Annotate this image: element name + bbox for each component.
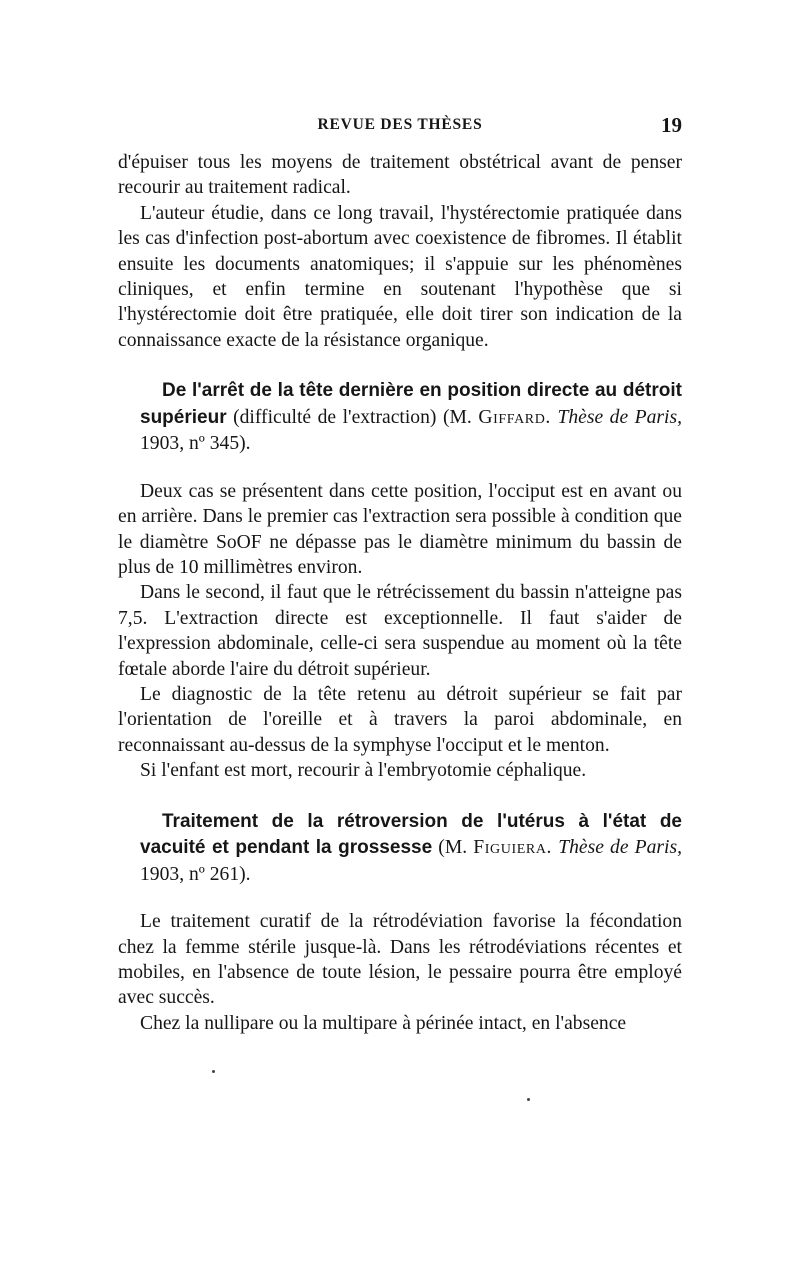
paragraph: Dans le second, il faut que le rétrécissement du bassin n'atteigne pas 7,5. L'extraction directe est exceptionnelle. Il faut s'aider de l'expression abdominale, celle-ci sera suspendue au moment où la tête fœtale aborde l'aire du détroit supérieur. [118,582,682,680]
entry-title: De l'arrêt de la tête dernière en position directe au détroit supérieur [140,380,682,428]
section-spacer [118,458,682,479]
speck [527,1098,530,1101]
paragraph: Si l'enfant est mort, recourir à l'embryotomie céphalique. [140,760,587,782]
author-name: Giffard. [478,406,551,428]
paragraph: Le traitement curatif de la rétrodéviation favorise la fécondation chez la femme stérile jusque-là. Dans les rétrodéviations récentes et mobiles, en l'absence de toute lésion, le pessaire pourra être employé avec succès. [118,911,682,1009]
page-header [118,113,682,140]
paragraph: Deux cas se présentent dans cette position, l'occiput est en avant ou en arrière. Dans le premier cas l'extraction sera possible à condition que le diamètre SoOF ne dépasse pas le diamètre minimum du bassin de plus de 10 millimètres environ. [118,480,682,578]
paragraph: d'épuiser tous les moyens de traitement obstétrical avant de penser recourir au traitement radical. [118,152,682,199]
paragraph: Chez la nullipare ou la multipare à périnée intact, en l'absence [140,1012,627,1034]
thesis-source: Thèse de Paris, [558,837,683,859]
entry-subtitle: (difficulté de l'extraction) [233,406,437,428]
thesis-reference: 1903, nº 345). [140,433,251,455]
paragraph: L'auteur étudie, dans ce long travail, l'hystérectomie pratiquée dans les cas d'infection post-abortum avec coexistence de fibromes. Il établit ensuite les documents anatomiques; il s'appuie sur les phénomènes cliniques, et enfin termine en soutenant l'hypothèse que si l'hystérectomie doit être pratiquée, elle doit tirer son indication de la connaissance exacte de la résistance organique. [118,202,682,351]
running-title: REVUE DES THÈSES [317,116,483,133]
thesis-entry-heading [118,378,682,458]
speck [212,1070,215,1073]
page-number: 19 [661,113,682,137]
section-spacer [118,784,682,809]
thesis-entry-heading [118,809,682,889]
author-prefix: (M. [442,406,472,428]
page-body [118,150,682,1036]
entry-title: Traitement de la rétroversion de l'utérus à l'état de vacuité et pendant la grossesse [140,810,682,859]
thesis-reference: 1903, nº 261). [140,863,251,885]
paragraph: Le diagnostic de la tête retenu au détroit supérieur se fait par l'orientation de l'oreille et à travers la paroi abdominale, en reconnaissant au-dessus de la symphyse l'occiput et le menton. [118,684,682,756]
thesis-source: Thèse de Paris, [557,406,683,428]
section-spacer [118,888,682,909]
author-prefix: (M. [438,837,468,859]
author-name: Figuiera. [473,837,553,859]
section-spacer [118,353,682,378]
